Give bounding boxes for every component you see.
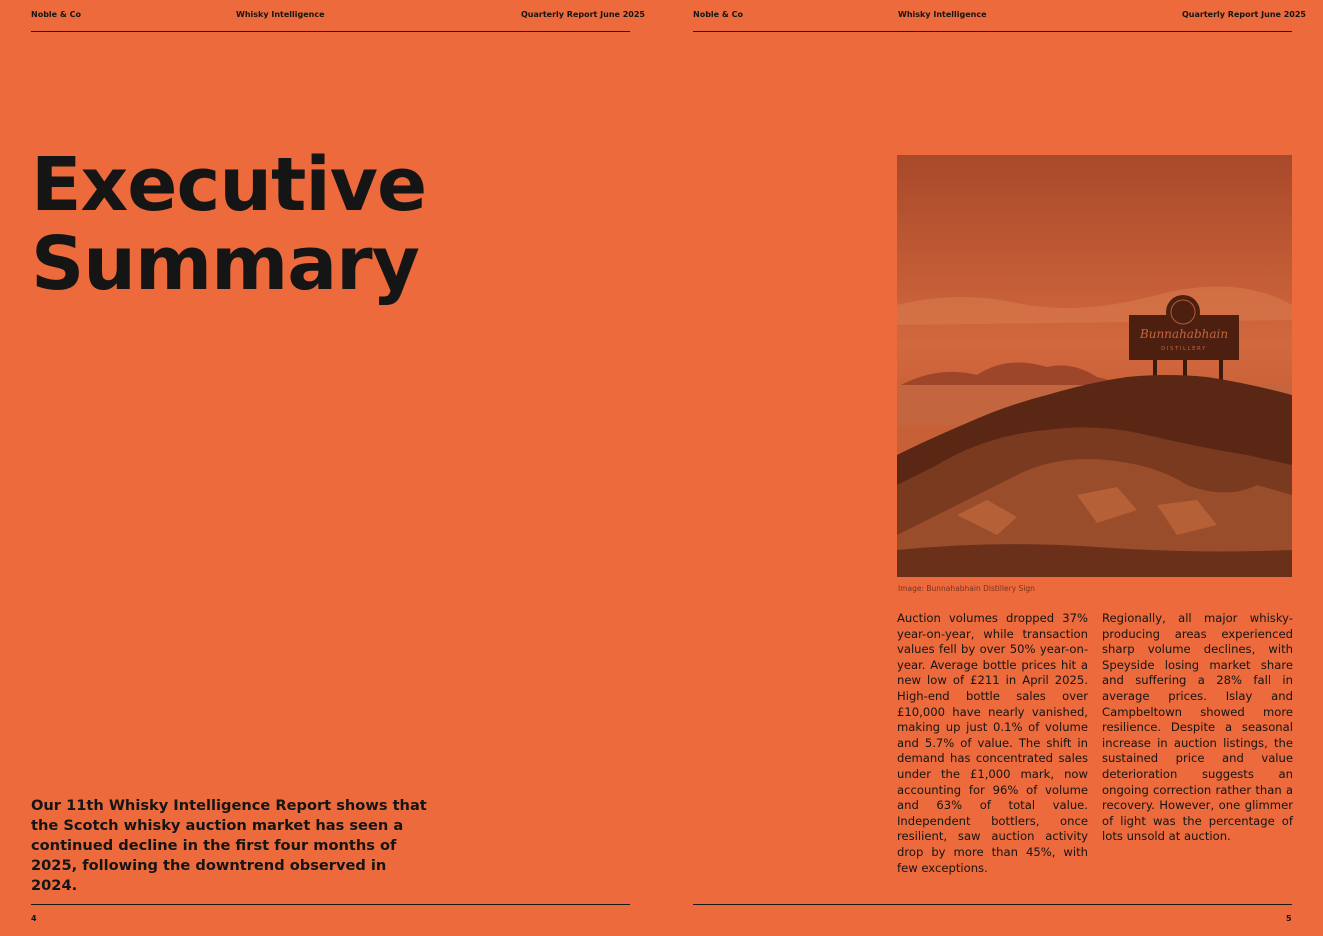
header-company-right: Noble & Co	[693, 10, 743, 19]
header-report-left: Quarterly Report June 2025	[521, 10, 645, 19]
image-caption: Image: Bunnahabhain Distillery Sign	[898, 584, 1035, 593]
sign-subtitle: DISTILLERY	[1161, 346, 1207, 352]
header-rule-right	[693, 31, 1292, 32]
header-company-left: Noble & Co	[31, 10, 81, 19]
body-column-2: Regionally, all major whisky-producing areas experienced sharp volume declines, with Speyside losing market share and suffering a 28% fall in average prices. Islay and Campbeltown showed more resilience. Despite a seasonal increase in auction listings, the sustained price and value deterioration suggests an ongoing correction rather than a recovery. However, one glimmer of light was the percentage of lots unsold at auction.	[1102, 611, 1293, 844]
sign-name: Bunnahabhain	[1139, 327, 1229, 341]
header-rule-left	[31, 31, 630, 32]
header-publication-right: Whisky Intelligence	[898, 10, 987, 19]
page-title-line1: Executive	[31, 142, 427, 228]
header-report-right: Quarterly Report June 2025	[1182, 10, 1306, 19]
body-column-1: Auction volumes dropped 37% year-on-year, while transaction values fell by over 50% year-on-year. Average bottle prices hit a new low of £211 in April 2025. High-end bottle sales over £10,000 have nearly vanished, making up just 0.1% of volume and 5.7% of value. The shift in demand has concentrated sales under the £1,000 mark, now accounting for 96% of volume and 63% of total value. Independent bottlers, once resilient, saw auction activity drop by more than 45%, with few exceptions.	[897, 611, 1088, 875]
footer-rule-left	[31, 904, 630, 905]
page-number-right: 5	[1286, 914, 1292, 923]
page-title	[31, 142, 427, 307]
header-publication-left: Whisky Intelligence	[236, 10, 325, 19]
footer-rule-right	[693, 904, 1292, 905]
distillery-sign-photo	[897, 155, 1292, 577]
page-title-line2: Summary	[31, 221, 419, 307]
page-number-left: 4	[31, 914, 37, 923]
intro-paragraph: Our 11th Whisky Intelligence Report shows that the Scotch whisky auction market has seen a continued decline in the first four months of 2025, following the downtrend observed in 2024.	[31, 797, 427, 894]
